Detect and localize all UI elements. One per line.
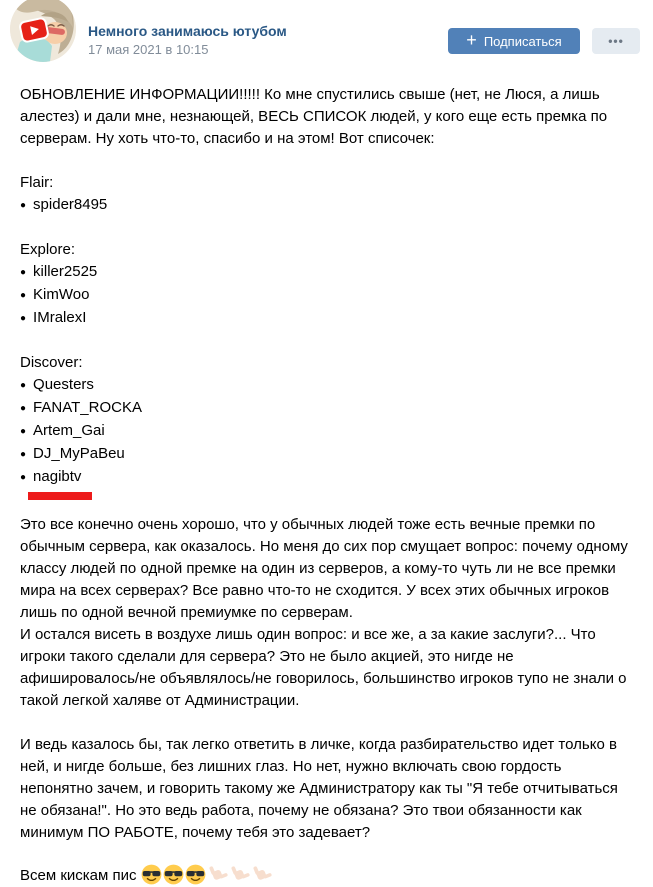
list-item <box>20 374 634 397</box>
player-name: nagibtv <box>33 468 82 485</box>
list-item <box>20 397 634 420</box>
player-name: DJ_MyPaBeu <box>33 445 125 462</box>
list-title: Explore: <box>20 241 76 258</box>
post-header <box>0 0 653 72</box>
bullet-icon: ● <box>20 380 27 391</box>
list-item <box>20 443 634 466</box>
post-paragraph: И ведь казалось бы, так легко ответить в личке, когда разбирательство идет только в ней, и нигде больше, без лишних глаз. Но нет, нужно включать свою гордость непонятно зачем, и говорить такому же Администратору как ты "Я тебе отчитываться не обязана!". Но это ведь работа, почему не обязана? Это твои обязанности как минимум ПО РАБОТЕ, почему тебя это задевает? <box>20 736 618 841</box>
sunglasses-emoji-icon <box>185 864 206 885</box>
outro-text: Всем кискам пис <box>20 867 141 884</box>
bullet-icon: ● <box>20 426 27 437</box>
player-name: IMralexI <box>33 309 87 326</box>
bullet-icon: ● <box>20 449 27 460</box>
red-underline-marker <box>28 492 92 500</box>
post-date-link[interactable]: 17 мая 2021 в 10:15 <box>88 42 209 57</box>
list-item <box>20 466 634 489</box>
subscribe-button[interactable] <box>448 28 580 54</box>
post-paragraph: Это все конечно очень хорошо, что у обычных людей тоже есть вечные премки по обычным сервера, как оказалось. Но меня до сих пор смущает вопрос: почему одному классу людей по одной премке на один из серверов, а кому-то чуть ли не все премки мира на всех серверах? Все равно что-то не сходится. У всех этих обычных игроков лишь по одной вечной премиумке по серверам. <box>20 516 628 621</box>
sunglasses-emoji-icon <box>163 864 184 885</box>
list-item <box>20 261 634 284</box>
bullet-icon: ● <box>20 472 27 483</box>
player-name: spider8495 <box>33 196 108 213</box>
post-body <box>20 84 634 887</box>
list-item <box>20 284 634 307</box>
group-avatar[interactable] <box>10 0 76 62</box>
list-title: Discover: <box>20 354 83 371</box>
player-name: killer2525 <box>33 263 98 280</box>
bullet-icon: ● <box>20 290 27 301</box>
bullet-icon: ● <box>20 200 27 211</box>
player-name: Artem_Gai <box>33 422 105 439</box>
list-item <box>20 194 634 217</box>
list-item <box>20 420 634 443</box>
subscribe-button-label: Подписаться <box>483 33 562 49</box>
post-intro-paragraph: ОБНОВЛЕНИЕ ИНФОРМАЦИИ!!!!! Ко мне спустились свыше (нет, не Люся, а лишь алестез) и дали мне, незнающей, ВЕСЬ СПИСОК людей, у кого еще есть премка по серверам. Ну хоть что-то, спасибо и на этом! Вот списочек: <box>20 86 608 147</box>
player-name: FANAT_ROCKA <box>33 399 142 416</box>
header-info <box>88 23 287 58</box>
ellipsis-icon: ••• <box>608 34 624 48</box>
player-name: Questers <box>33 376 94 393</box>
bullet-icon: ● <box>20 267 27 278</box>
bullet-icon: ● <box>20 403 27 414</box>
list-item <box>20 307 634 330</box>
server-list-flair <box>20 172 634 217</box>
plus-icon: + <box>466 30 477 50</box>
server-list-discover <box>20 352 634 500</box>
bullet-icon: ● <box>20 313 27 324</box>
youtube-logo-icon <box>19 18 49 43</box>
call-me-hand-emoji-icon <box>229 864 250 885</box>
call-me-hand-emoji-icon <box>207 864 228 885</box>
sunglasses-emoji-icon <box>141 864 162 885</box>
more-options-button[interactable] <box>592 28 640 54</box>
post-outro-line <box>20 864 634 887</box>
server-list-explore <box>20 239 634 330</box>
player-name: KimWoo <box>33 286 90 303</box>
call-me-hand-emoji-icon <box>251 864 272 885</box>
avatar-illustration <box>10 0 76 62</box>
group-name-link[interactable]: Немного занимаюсь ютубом <box>88 23 287 39</box>
list-title: Flair: <box>20 174 54 191</box>
post-paragraph: И остался висеть в воздухе лишь один вопрос: и все же, а за какие заслуги?... Что игроки такого сделали для сервера? Это не было акцией, это нигде не афишировалось/не объявлялось/не говорилось, большинство игроков тупо не знали о такой легкой халяве от Администрации. <box>20 626 627 709</box>
